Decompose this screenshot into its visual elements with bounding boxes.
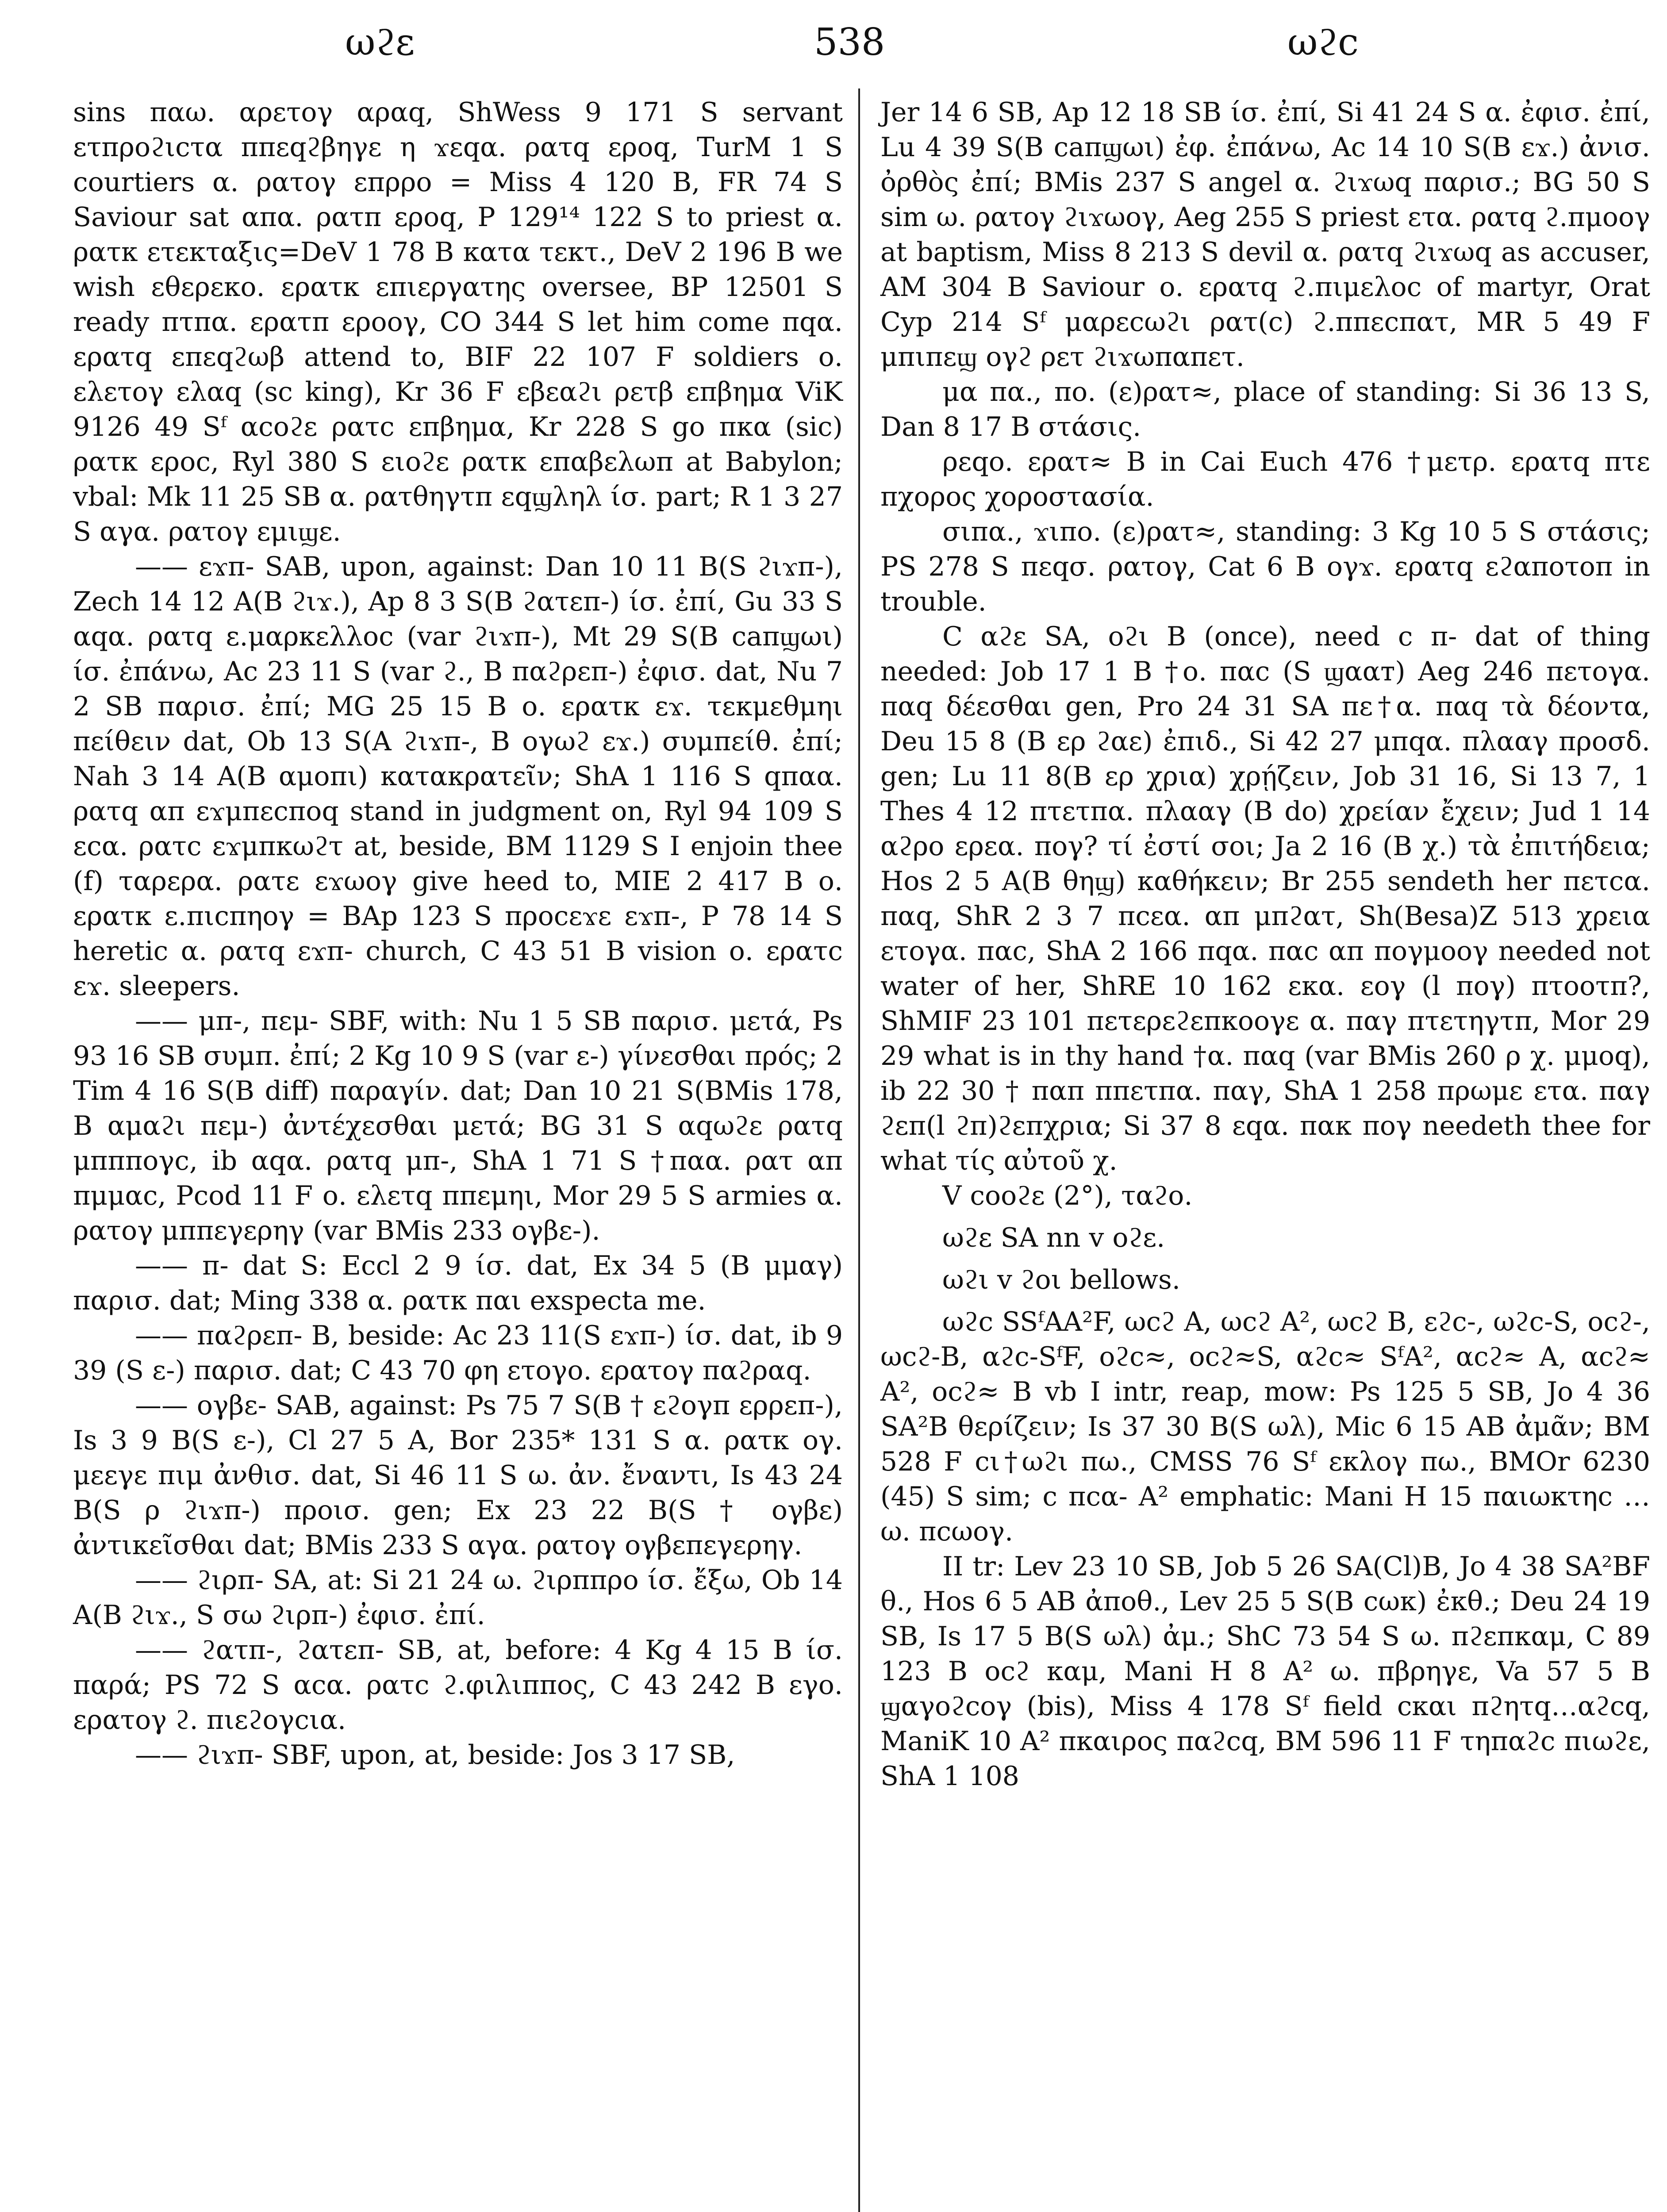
entry-paragraph: Jer 14 6 SB, Ap 12 18 SB ίσ. ἐπί, Si 41 24 S α. ἐφισ. ἐπί, Lu 4 39 S(B caπϣωι) ἐφ. ἐπάνω, Ac 14 10 S(B εϫ.) ἀνισ. ὀρθὸς ἐπί; BMis 237 S angel α. ϩιϫωq παρισ.; BG 50 S sim ω. ρατογ ϩιϫωογ, Aeg 255 S priest ετα. ρατq ϩ.πμοογ at baptism, Miss 8 213 S devil α. ρατq ϩιϫωq as accuser, AM 304 B Saviour ο. ερατq ϩ.πιμελοc of martyr, Orat Cyp 214 Sᶠ μαρεcωϩι ρατ(c) ϩ.ππεcπατ, MR 5 49 F μπιπεϣ ογϩ ρετ ϩιϫωπαπετ. xyxy=(880,97,1650,373)
entry-paragraph: —— εϫπ- SAB, upon, against: Dan 10 11 B(S ϩιϫπ-), Zech 14 12 A(B ϩιϫ.), Ap 8 3 S(B ϩατεπ-) ίσ. ἐπί, Gu 33 S αqα. ρατq ε.μαρκελλοc (var ϩιϫπ-), Mt 29 S(B caπϣωι) ίσ. ἐπάνω, Ac 23 11 S (var ϩ., B παϩρεπ-) ἐφισ. dat, Nu 7 2 SB παρισ. ἐπί; MG 25 15 B ο. ερατκ εϫ. τεκμεθμηι πείθειν dat, Ob 13 S(A ϩιϫπ-, B ογωϩ εϫ.) συμπείθ. ἐπί; Nah 3 14 A(B αμοπι) κατακρατεῖν; ShA 1 116 S qπαα. ρατq απ εϫμπεcποq stand in judgment on, Ryl 94 109 S εcα. ρατc εϫμπκωϩτ at, beside, BM 1129 S I enjoin thee (f) ταρερα. ρατε εϫωογ give heed to, MIE 2 417 B ο. ερατκ ε.πιcπηογ = BAp 123 S προcεϫε εϫπ-, P 78 14 S heretic α. ρατq εϫπ- church, C 43 51 B vision ο. ερατc εϫ. sleepers. xyxy=(73,551,843,1002)
entry-paragraph: —— ϩιϫπ- SBF, upon, at, beside: Jos 3 17 SB, xyxy=(135,1740,735,1770)
entry-paragraph: —— ϩιρπ- SA, at: Si 21 24 ω. ϩιρππρο ίσ. ἔξω, Ob 14 A(B ϩιϫ., S σω ϩιρπ-) ἐφισ. ἐπί. xyxy=(73,1565,843,1631)
entry-paragraph: V cοοϩε (2°), ταϩο. xyxy=(942,1180,1193,1211)
entry-paragraph: —— μπ-, πεμ- SBF, with: Nu 1 5 SB παρισ. μετά, Ps 93 16 SB συμπ. ἐπί; 2 Kg 10 9 S (var ε-) γίνεσθαι πρός; 2 Tim 4 16 S(B diff) παραγίν. dat; Dan 10 21 S(BMis 178, B αμαϩι πεμ-) ἀντέχεσθαι μετά; BG 31 S αqωϩε ρατq μπππογc, ib αqα. ρατq μπ-, ShA 1 71 S †παα. ρατ απ πμμαc, Pcod 11 F ο. ελετq ππεμηι, Mor 29 5 S armies α. ρατογ μππεγερηγ (var BMis 233 ογβε-). xyxy=(73,1006,843,1246)
right-column xyxy=(880,95,1650,1794)
header-left-headword: ωϩε xyxy=(345,20,415,64)
header-right-headword: ωϩc xyxy=(1287,20,1359,64)
headword-entry: ωϩε SA nn v οϩε. xyxy=(942,1222,1165,1253)
entry-paragraph: ρεqο. ερατ≈ B in Cai Euch 476 †μετρ. ερατq πτε πχορος χοροστασία. xyxy=(880,446,1650,512)
entry-paragraph: —— παϩρεπ- B, beside: Ac 23 11(S εϫπ-) ίσ. dat, ib 9 39 (S ε-) παρισ. dat; C 43 70 φη ετογο. ερατογ παϩραq. xyxy=(73,1320,843,1386)
entry-paragraph: C αϩε SA, οϩι B (once), need c π- dat of thing needed: Job 17 1 B †ο. παc (S ϣααт) Aeg 246 πετογα. παq δέεσθαι gen, Pro 24 31 SA πε†α. παq τὰ δέοντα, Deu 15 8 (B ερ ϩαε) ἐπιδ., Si 42 27 μπqα. πλααγ προσδ. gen; Lu 11 8(B ερ χρια) χρῄζειν, Job 31 16, Si 13 7, 1 Thes 4 12 πτετπα. πλααγ (B do) χρείαν ἔχειν; Jud 1 14 αϩρο ερεα. πογ? τί ἐστί σοι; Ja 2 16 (B χ.) τὰ ἐπιτήδεια; Hos 2 5 A(B θηϣ) καθήκειν; Br 255 sendeth her πετcα. παq, ShR 2 3 7 πcεα. απ μπϩατ, Sh(Besa)Z 513 χρεια ετογα. παc, ShA 2 166 πqα. παc απ πογμοογ needed not water of her, ShRE 10 162 εκα. εογ (l πογ) πτοοτπ?, ShMIF 23 101 πετερεϩεπκοογε α. παγ πτετηγτπ, Mor 29 29 what is in thy hand †α. παq (var BMis 260 ρ χ. μμοq), ib 22 30 † παπ ππετπα. παγ, ShA 1 258 πρωμε ετα. παγ ϩεπ(l ϩπ)ϩεπχρια; Si 37 8 εqα. πακ πογ needeth thee for what τίς αὐτοῦ χ. xyxy=(880,621,1650,1176)
entry-paragraph: μα πα., πο. (ε)ρατ≈, place of standing: Si 36 13 S, Dan 8 17 B στάσις. xyxy=(880,376,1650,442)
running-header xyxy=(71,18,1602,75)
entry-paragraph: II tr: Lev 23 10 SB, Job 5 26 SA(Cl)B, Jo 4 38 SA²BF θ., Hos 6 5 AB ἀποθ., Lev 25 5 S(B cωκ) ἐκθ.; Deu 24 19 SB, Is 17 5 B(S ωλ) ἀμ.; ShC 73 54 S ω. πϩεπκαμ, C 89 123 B οcϩ καμ, Mani H 8 A² ω. πβρηγε, Va 57 5 B ϣαγοϩcογ (bis), Miss 4 178 Sᶠ field cκαι πϩητq…αϩcq, ManiK 10 A² πκαιρος παϩcq, BM 596 11 F τηπαϩc πιωϩε, ShA 1 108 xyxy=(880,1551,1650,1792)
entry-paragraph: —— ογβε- SAB, against: Ps 75 7 S(B † εϩογπ ερρεπ-), Is 3 9 B(S ε-), Cl 27 5 A, Bor 235* 131 S α. ρατκ ογ. μεεγε πιμ ἀνθισ. dat, Si 46 11 S ω. ἀν. ἔναντι, Is 43 24 B(S ρ ϩιϫπ-) προισ. gen; Ex 23 22 B(S † ογβε) ἀντικεῖσθαι dat; BMis 233 S αγα. ρατογ ογβεπεγερηγ. xyxy=(73,1390,843,1561)
entry-paragraph: sins παω. αρετογ αραq, ShWess 9 171 S servant ετπροϩιcτα ππεqϩβηγε η ϫεqα. ρατq εροq, TurM 1 S courtiers α. ρατογ επρρο = Miss 4 120 B, FR 74 S Saviour sat απα. ρατπ εροq, P 129¹⁴ 122 S to priest α. ρατκ ετεκταξις=DeV 1 78 B κατα τεκτ., DeV 2 196 B we wish εθερεκο. ερατκ επιεργατης oversee, BP 12501 S ready πτπα. ερατπ εροογ, CO 344 S let him come πqα. ερατq επεqϩωβ attend to, BIF 22 107 F soldiers ο. ελετογ ελαq (sc king), Kr 36 F εβεαϩι ρετβ επβημα ViK 9126 49 Sᶠ αcοϩε ρατc επβημα, Kr 228 S go πκα (sic) ρατκ εροc, Ryl 380 S ειοϩε ρατκ επαβελωπ at Babylon; vbal: Mk 11 25 SB α. ρατθηγτπ εqϣληλ ίσ. part; R 1 3 27 S αγα. ρατογ εμιϣε. xyxy=(73,97,843,547)
headword-entry: ωϩc SSᶠAA²F, ωcϩ A, ωcϩ A², ωcϩ B, εϩc-, ωϩc-S, οcϩ-, ωcϩ-B, αϩc-SᶠF, οϩc≈, οcϩ≈S, αϩc≈ SᶠA², αcϩ≈ A, αcϩ≈ A², οcϩ≈ B vb I intr, reap, mow: Ps 125 5 SB, Jo 4 36 SA²B θερίζειν; Is 37 30 B(S ωλ), Mic 6 15 AB ἀμᾶν; BM 528 F cι†ωϩι πω., CMSS 76 Sᶠ εκλογ πω., BMOr 6230 (45) S sim; c πcα- A² emphatic: Mani H 15 παιωκτηc …ω. πcωογ. xyxy=(880,1306,1650,1547)
entry-paragraph: —— π- dat S: Eccl 2 9 ίσ. dat, Ex 34 5 (B μμαγ) παρισ. dat; Ming 338 α. ρατκ παι exspecta me. xyxy=(73,1250,843,1316)
headword-entry: ωϩι v ϩοι bellows. xyxy=(942,1264,1180,1295)
page-number: 538 xyxy=(814,20,885,64)
column-divider xyxy=(858,88,860,2212)
entry-paragraph: —— ϩατπ-, ϩατεπ- SB, at, before: 4 Kg 4 15 B ίσ. παρά; PS 72 S αcα. ρατc ϩ.φιλιππος, C 43 242 B εγο. ερατογ ϩ. πιεϩογcια. xyxy=(73,1635,843,1736)
entry-paragraph: σιπα., ϫιπο. (ε)ρατ≈, standing: 3 Kg 10 5 S στάσις; PS 278 S πεqσ. ρατογ, Cat 6 B ογϫ. ερατq εϩαποτοπ in trouble. xyxy=(880,516,1650,617)
left-column xyxy=(73,95,843,1773)
